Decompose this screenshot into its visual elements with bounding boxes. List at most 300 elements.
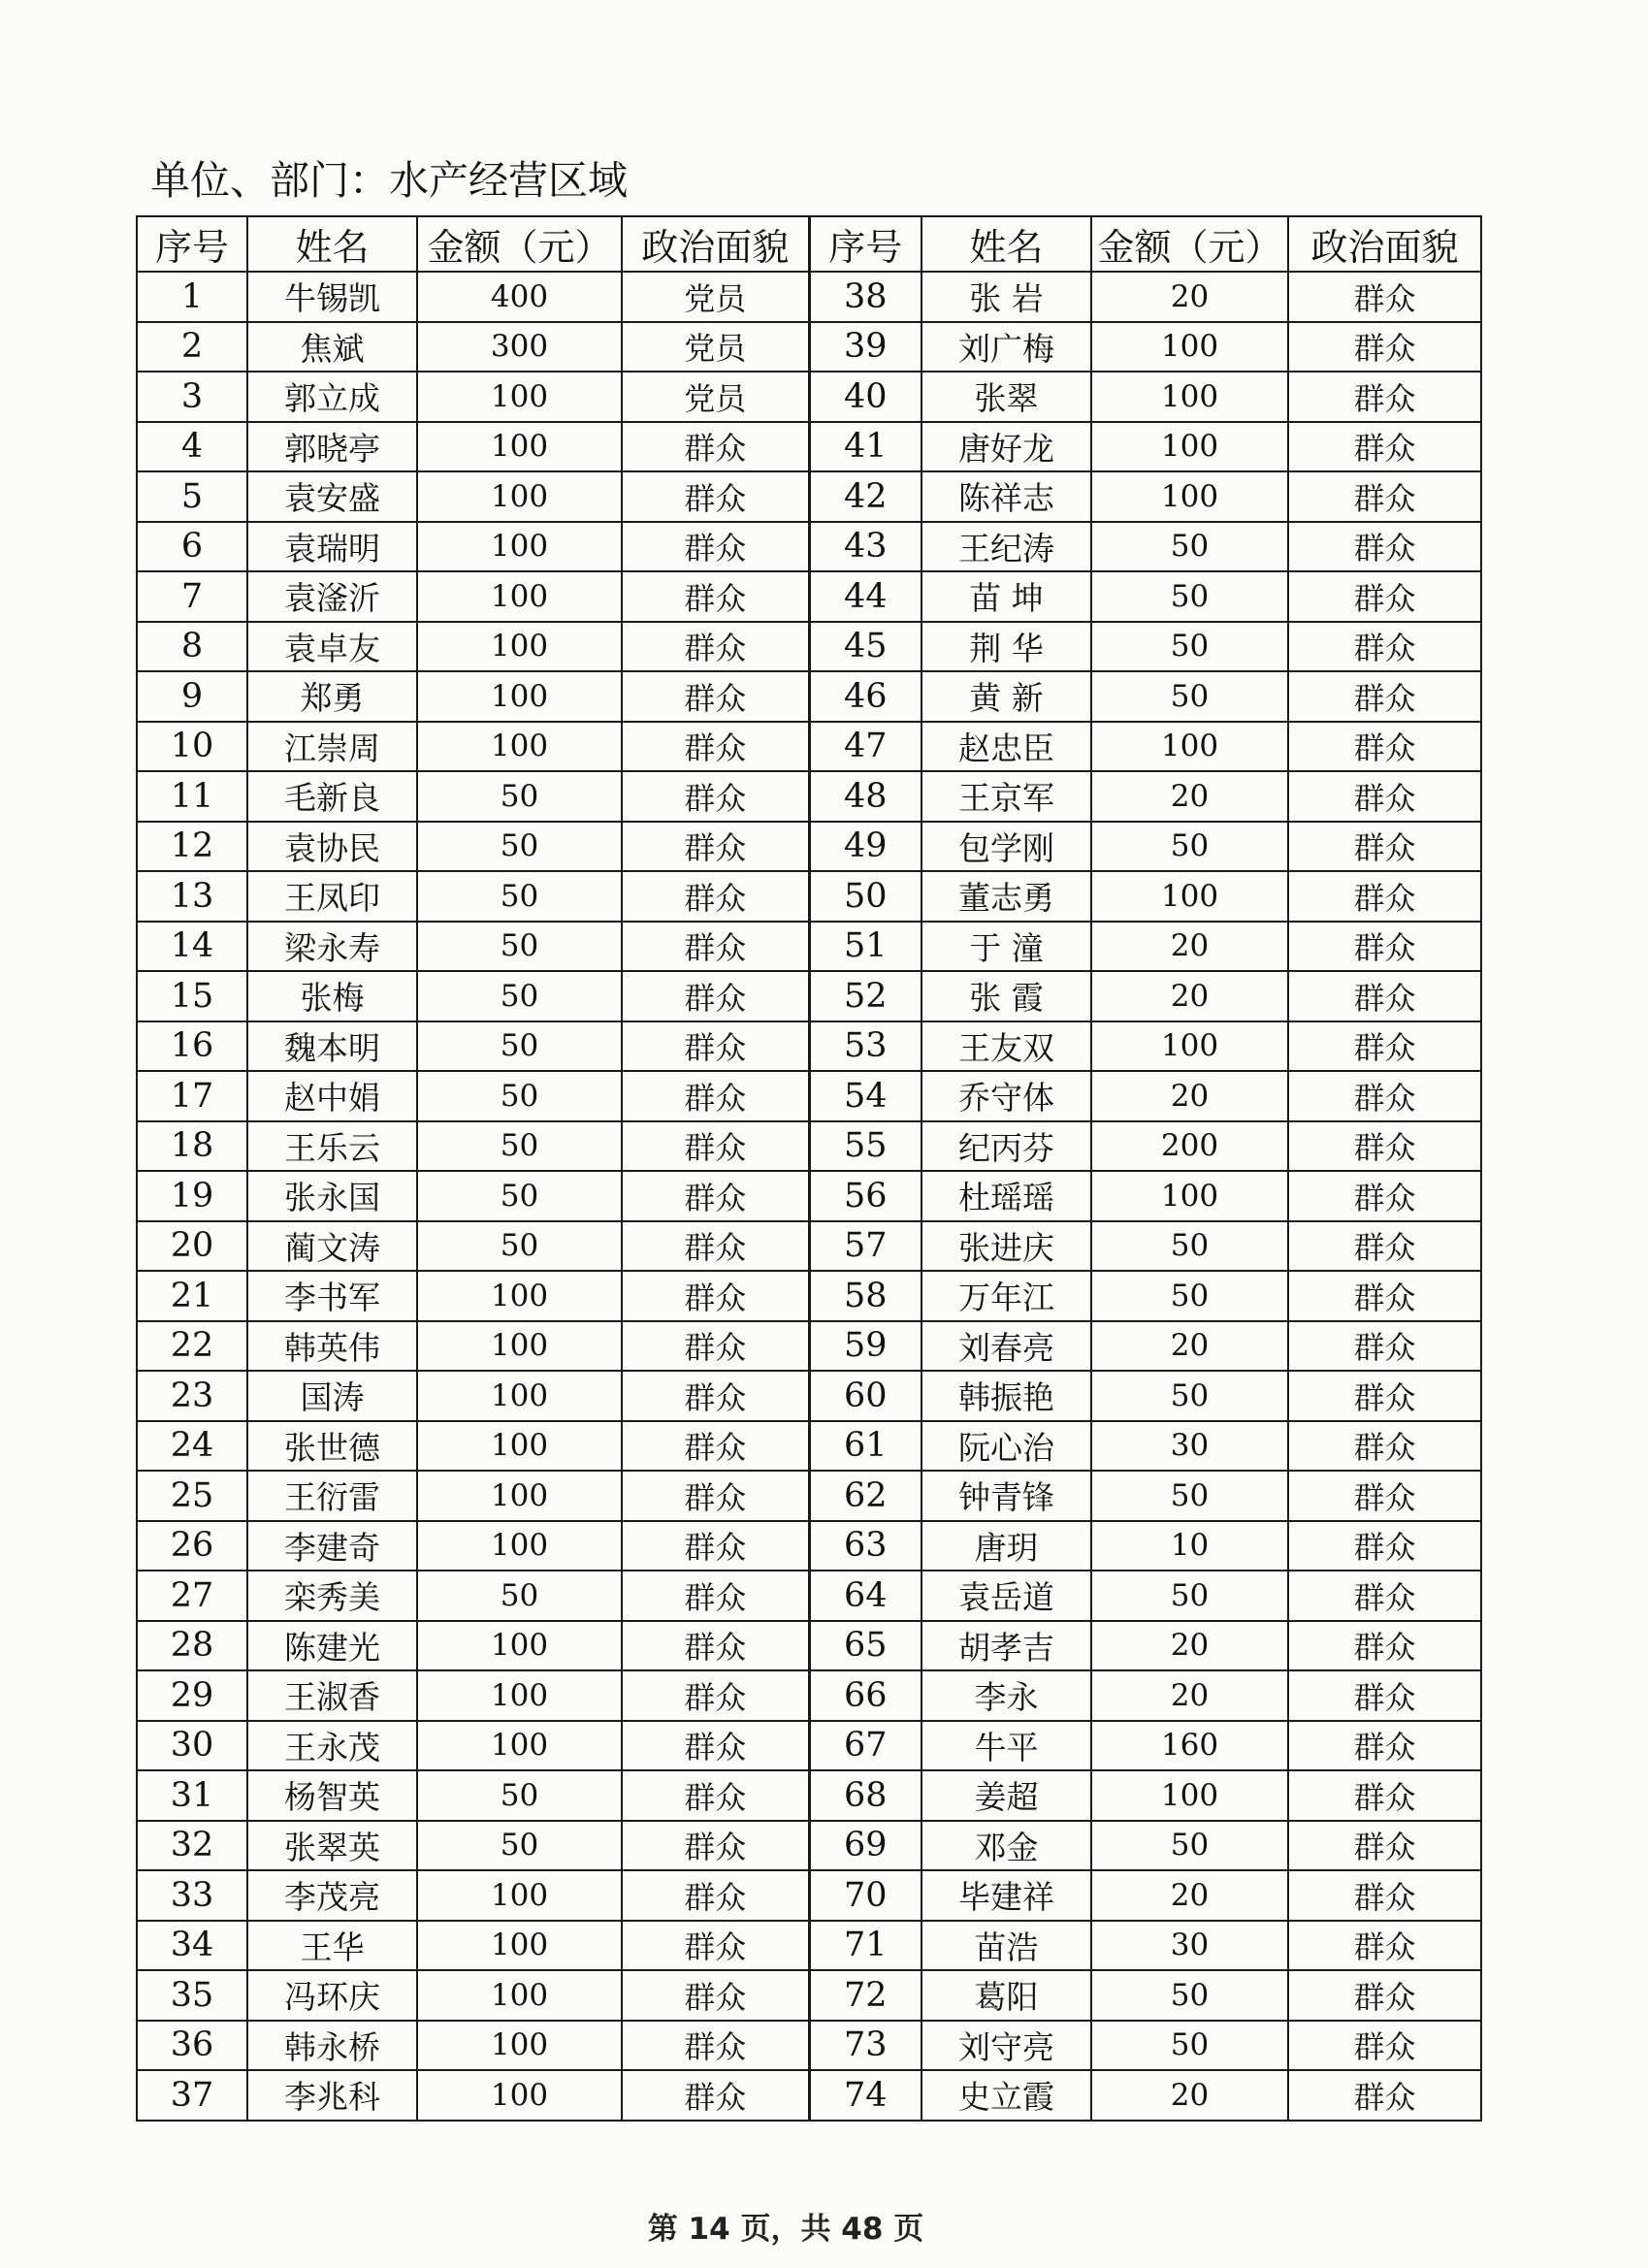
column-header-left-amount: 金额（元）	[417, 216, 622, 272]
cell-right-seq: 45	[809, 622, 922, 672]
cell-right-name: 刘广梅	[922, 322, 1091, 373]
cell-right-amount: 50	[1091, 671, 1288, 722]
cell-left-seq: 24	[137, 1421, 247, 1472]
cell-right-seq: 62	[809, 1471, 922, 1521]
cell-right-seq: 55	[809, 1121, 922, 1172]
cell-right-seq: 58	[809, 1271, 922, 1321]
cell-left-name: 焦斌	[247, 322, 417, 373]
cell-right-political-status: 群众	[1288, 722, 1481, 772]
cell-left-political-status: 群众	[622, 422, 809, 472]
cell-left-seq: 10	[137, 722, 247, 772]
cell-left-amount: 50	[417, 1821, 622, 1871]
cell-left-name: 袁安盛	[247, 471, 417, 522]
cell-left-amount: 100	[417, 1421, 622, 1472]
cell-right-seq: 61	[809, 1421, 922, 1472]
cell-right-amount: 20	[1091, 1870, 1288, 1921]
cell-right-name: 葛阳	[922, 1970, 1091, 2021]
cell-right-seq: 63	[809, 1521, 922, 1571]
cell-right-seq: 72	[809, 1970, 922, 2021]
cell-left-amount: 50	[417, 1221, 622, 1272]
cell-right-seq: 59	[809, 1321, 922, 1372]
cell-right-seq: 38	[809, 272, 922, 322]
cell-right-name: 阮心治	[922, 1421, 1091, 1472]
cell-left-name: 袁协民	[247, 822, 417, 872]
cell-right-name: 胡孝吉	[922, 1621, 1091, 1671]
cell-right-seq: 44	[809, 571, 922, 622]
cell-left-amount: 100	[417, 372, 622, 422]
cell-right-political-status: 群众	[1288, 1571, 1481, 1621]
cell-left-political-status: 群众	[622, 971, 809, 1021]
cell-left-name: 冯环庆	[247, 1970, 417, 2021]
cell-right-political-status: 群众	[1288, 1421, 1481, 1472]
cell-right-seq: 46	[809, 671, 922, 722]
cell-left-amount: 50	[417, 1071, 622, 1121]
cell-right-amount: 100	[1091, 422, 1288, 472]
cell-left-amount: 100	[417, 1321, 622, 1372]
cell-left-political-status: 群众	[622, 1521, 809, 1571]
cell-left-seq: 35	[137, 1970, 247, 2021]
table-row	[137, 1921, 1481, 1971]
cell-right-name: 袁岳道	[922, 1571, 1091, 1621]
cell-right-political-status: 群众	[1288, 871, 1481, 922]
cell-left-political-status: 群众	[622, 1821, 809, 1871]
cell-right-political-status: 群众	[1288, 1670, 1481, 1721]
cell-right-political-status: 群众	[1288, 1721, 1481, 1771]
table-row	[137, 571, 1481, 622]
cell-left-seq: 30	[137, 1721, 247, 1771]
cell-left-amount: 50	[417, 971, 622, 1021]
cell-left-political-status: 群众	[622, 1921, 809, 1971]
cell-left-name: 李茂亮	[247, 1870, 417, 1921]
cell-right-amount: 20	[1091, 1621, 1288, 1671]
cell-left-amount: 100	[417, 2021, 622, 2071]
cell-right-political-status: 群众	[1288, 622, 1481, 672]
cell-right-name: 杜瑶瑶	[922, 1171, 1091, 1221]
table-row	[137, 1821, 1481, 1871]
cell-right-amount: 10	[1091, 1521, 1288, 1571]
cell-left-amount: 100	[417, 1870, 622, 1921]
cell-right-seq: 64	[809, 1571, 922, 1621]
cell-left-amount: 400	[417, 272, 622, 322]
donation-roster-table	[136, 215, 1482, 2122]
table-row	[137, 1521, 1481, 1571]
cell-left-amount: 100	[417, 422, 622, 472]
cell-right-amount: 100	[1091, 322, 1288, 373]
cell-left-name: 魏本明	[247, 1021, 417, 1072]
table-header	[137, 216, 1481, 272]
cell-left-seq: 4	[137, 422, 247, 472]
cell-right-amount: 30	[1091, 1421, 1288, 1472]
table-row	[137, 771, 1481, 822]
cell-left-amount: 50	[417, 871, 622, 922]
cell-right-political-status: 群众	[1288, 1621, 1481, 1671]
cell-right-name: 纪丙芬	[922, 1121, 1091, 1172]
cell-left-seq: 31	[137, 1770, 247, 1821]
cell-left-political-status: 群众	[622, 2021, 809, 2071]
cell-left-political-status: 党员	[622, 272, 809, 322]
table-row	[137, 2021, 1481, 2071]
table-row	[137, 1970, 1481, 2021]
cell-left-political-status: 群众	[622, 1721, 809, 1771]
cell-right-amount: 50	[1091, 1970, 1288, 2021]
cell-left-name: 李书军	[247, 1271, 417, 1321]
table-row	[137, 871, 1481, 922]
cell-left-name: 郭立成	[247, 372, 417, 422]
cell-left-seq: 20	[137, 1221, 247, 1272]
unit-department-header: 单位、部门：水产经营区域	[150, 157, 628, 204]
cell-left-name: 张世德	[247, 1421, 417, 1472]
cell-left-seq: 6	[137, 522, 247, 572]
cell-left-seq: 1	[137, 272, 247, 322]
cell-right-name: 史立霞	[922, 2070, 1091, 2121]
cell-right-amount: 30	[1091, 1921, 1288, 1971]
cell-left-seq: 12	[137, 822, 247, 872]
cell-right-political-status: 群众	[1288, 1471, 1481, 1521]
table-row	[137, 1721, 1481, 1771]
table-row	[137, 1321, 1481, 1372]
cell-left-amount: 100	[417, 1721, 622, 1771]
cell-right-seq: 67	[809, 1721, 922, 1771]
cell-left-name: 杨智英	[247, 1770, 417, 1821]
cell-left-amount: 100	[417, 1970, 622, 2021]
cell-left-name: 王乐云	[247, 1121, 417, 1172]
cell-right-name: 刘春亮	[922, 1321, 1091, 1372]
cell-left-amount: 100	[417, 1521, 622, 1571]
cell-left-seq: 14	[137, 922, 247, 972]
cell-left-political-status: 群众	[622, 2070, 809, 2121]
cell-right-seq: 43	[809, 522, 922, 572]
cell-right-seq: 56	[809, 1171, 922, 1221]
cell-right-seq: 68	[809, 1770, 922, 1821]
cell-left-amount: 50	[417, 1121, 622, 1172]
cell-right-political-status: 群众	[1288, 422, 1481, 472]
cell-left-name: 蔺文涛	[247, 1221, 417, 1272]
cell-right-political-status: 群众	[1288, 1770, 1481, 1821]
cell-left-seq: 29	[137, 1670, 247, 1721]
table-row	[137, 1371, 1481, 1421]
cell-left-amount: 50	[417, 1021, 622, 1072]
column-header-right-political-status: 政治面貌	[1288, 216, 1481, 272]
cell-right-amount: 50	[1091, 1571, 1288, 1621]
cell-left-seq: 9	[137, 671, 247, 722]
cell-right-name: 苗 坤	[922, 571, 1091, 622]
cell-left-name: 国涛	[247, 1371, 417, 1421]
cell-left-political-status: 群众	[622, 871, 809, 922]
cell-right-name: 张 霞	[922, 971, 1091, 1021]
cell-left-political-status: 群众	[622, 1321, 809, 1372]
cell-right-political-status: 群众	[1288, 822, 1481, 872]
table-row	[137, 522, 1481, 572]
cell-right-amount: 20	[1091, 272, 1288, 322]
cell-left-political-status: 群众	[622, 771, 809, 822]
cell-left-amount: 100	[417, 1921, 622, 1971]
cell-left-amount: 100	[417, 1271, 622, 1321]
cell-left-name: 张梅	[247, 971, 417, 1021]
cell-left-political-status: 群众	[622, 1421, 809, 1472]
cell-left-amount: 50	[417, 1770, 622, 1821]
cell-right-political-status: 群众	[1288, 1321, 1481, 1372]
cell-right-seq: 39	[809, 322, 922, 373]
table-row	[137, 722, 1481, 772]
cell-right-name: 张翠	[922, 372, 1091, 422]
cell-left-political-status: 群众	[622, 922, 809, 972]
table-row	[137, 822, 1481, 872]
cell-left-political-status: 群众	[622, 622, 809, 672]
cell-right-name: 赵忠臣	[922, 722, 1091, 772]
cell-right-political-status: 群众	[1288, 671, 1481, 722]
table-row	[137, 471, 1481, 522]
cell-left-political-status: 群众	[622, 822, 809, 872]
column-header-right-amount: 金额（元）	[1091, 216, 1288, 272]
cell-left-political-status: 群众	[622, 1021, 809, 1072]
cell-left-name: 张永国	[247, 1171, 417, 1221]
cell-right-name: 唐玥	[922, 1521, 1091, 1571]
cell-left-amount: 100	[417, 622, 622, 672]
cell-left-name: 栾秀美	[247, 1571, 417, 1621]
cell-right-seq: 51	[809, 922, 922, 972]
cell-left-political-status: 群众	[622, 722, 809, 772]
cell-right-amount: 50	[1091, 522, 1288, 572]
table-row	[137, 1171, 1481, 1221]
cell-right-amount: 50	[1091, 1271, 1288, 1321]
cell-left-name: 王永茂	[247, 1721, 417, 1771]
cell-right-seq: 71	[809, 1921, 922, 1971]
column-header-left-political-status: 政治面貌	[622, 216, 809, 272]
cell-right-name: 包学刚	[922, 822, 1091, 872]
cell-right-political-status: 群众	[1288, 1221, 1481, 1272]
cell-right-name: 姜超	[922, 1770, 1091, 1821]
page-number: 第 14 页，共 48 页	[647, 2212, 924, 2247]
cell-right-political-status: 群众	[1288, 1921, 1481, 1971]
cell-left-political-status: 群众	[622, 1571, 809, 1621]
cell-left-name: 梁永寿	[247, 922, 417, 972]
table-row	[137, 322, 1481, 373]
cell-right-name: 万年江	[922, 1271, 1091, 1321]
cell-left-name: 袁瑞明	[247, 522, 417, 572]
cell-right-political-status: 群众	[1288, 1171, 1481, 1221]
table-row	[137, 1121, 1481, 1172]
cell-right-seq: 49	[809, 822, 922, 872]
table-row	[137, 1271, 1481, 1321]
cell-left-name: 郭晓亭	[247, 422, 417, 472]
cell-right-amount: 100	[1091, 372, 1288, 422]
cell-right-name: 于 潼	[922, 922, 1091, 972]
table-row	[137, 671, 1481, 722]
cell-left-amount: 100	[417, 522, 622, 572]
cell-right-political-status: 群众	[1288, 471, 1481, 522]
cell-left-seq: 2	[137, 322, 247, 373]
cell-left-seq: 16	[137, 1021, 247, 1072]
cell-left-seq: 7	[137, 571, 247, 622]
table-row	[137, 2070, 1481, 2121]
cell-left-political-status: 群众	[622, 1121, 809, 1172]
cell-left-political-status: 群众	[622, 671, 809, 722]
cell-right-seq: 42	[809, 471, 922, 522]
cell-right-name: 邓金	[922, 1821, 1091, 1871]
cell-left-seq: 26	[137, 1521, 247, 1571]
cell-left-political-status: 群众	[622, 1071, 809, 1121]
table-row	[137, 622, 1481, 672]
cell-left-name: 毛新良	[247, 771, 417, 822]
cell-left-seq: 25	[137, 1471, 247, 1521]
cell-right-amount: 100	[1091, 1021, 1288, 1072]
cell-right-political-status: 群众	[1288, 522, 1481, 572]
cell-right-amount: 50	[1091, 1371, 1288, 1421]
cell-left-amount: 50	[417, 822, 622, 872]
cell-right-amount: 50	[1091, 1221, 1288, 1272]
cell-right-political-status: 群众	[1288, 1371, 1481, 1421]
cell-left-name: 陈建光	[247, 1621, 417, 1671]
table-row	[137, 372, 1481, 422]
cell-right-name: 唐好龙	[922, 422, 1091, 472]
cell-left-seq: 18	[137, 1121, 247, 1172]
cell-right-seq: 57	[809, 1221, 922, 1272]
cell-right-name: 黄 新	[922, 671, 1091, 722]
cell-right-political-status: 群众	[1288, 322, 1481, 373]
cell-right-amount: 100	[1091, 471, 1288, 522]
cell-right-amount: 20	[1091, 922, 1288, 972]
cell-right-political-status: 群众	[1288, 1071, 1481, 1121]
cell-right-seq: 54	[809, 1071, 922, 1121]
column-header-right-seq: 序号	[809, 216, 922, 272]
cell-left-amount: 50	[417, 922, 622, 972]
table-row	[137, 1571, 1481, 1621]
cell-left-political-status: 群众	[622, 1471, 809, 1521]
cell-left-seq: 5	[137, 471, 247, 522]
cell-left-seq: 19	[137, 1171, 247, 1221]
table-row	[137, 971, 1481, 1021]
cell-right-name: 董志勇	[922, 871, 1091, 922]
cell-right-amount: 50	[1091, 622, 1288, 672]
cell-left-seq: 32	[137, 1821, 247, 1871]
cell-left-seq: 23	[137, 1371, 247, 1421]
cell-right-amount: 50	[1091, 1471, 1288, 1521]
cell-left-amount: 50	[417, 1571, 622, 1621]
cell-right-seq: 69	[809, 1821, 922, 1871]
cell-left-seq: 22	[137, 1321, 247, 1372]
cell-right-seq: 50	[809, 871, 922, 922]
cell-right-seq: 66	[809, 1670, 922, 1721]
cell-right-political-status: 群众	[1288, 571, 1481, 622]
cell-left-amount: 100	[417, 1621, 622, 1671]
cell-left-amount: 100	[417, 471, 622, 522]
cell-left-name: 李建奇	[247, 1521, 417, 1571]
cell-left-name: 李兆科	[247, 2070, 417, 2121]
cell-left-political-status: 群众	[622, 1171, 809, 1221]
cell-right-amount: 20	[1091, 771, 1288, 822]
cell-right-amount: 200	[1091, 1121, 1288, 1172]
cell-left-seq: 27	[137, 1571, 247, 1621]
column-header-right-name: 姓名	[922, 216, 1091, 272]
cell-left-political-status: 群众	[622, 471, 809, 522]
cell-right-name: 王纪涛	[922, 522, 1091, 572]
cell-left-amount: 100	[417, 722, 622, 772]
cell-left-political-status: 群众	[622, 1670, 809, 1721]
cell-left-amount: 100	[417, 1471, 622, 1521]
cell-right-amount: 100	[1091, 722, 1288, 772]
cell-left-name: 袁滏沂	[247, 571, 417, 622]
cell-left-amount: 100	[417, 571, 622, 622]
cell-left-amount: 300	[417, 322, 622, 373]
cell-left-political-status: 群众	[622, 1221, 809, 1272]
cell-right-name: 钟青锋	[922, 1471, 1091, 1521]
cell-left-amount: 100	[417, 1670, 622, 1721]
table-row	[137, 1071, 1481, 1121]
cell-right-political-status: 群众	[1288, 971, 1481, 1021]
cell-right-name: 王友双	[922, 1021, 1091, 1072]
cell-left-name: 牛锡凯	[247, 272, 417, 322]
cell-left-name: 韩英伟	[247, 1321, 417, 1372]
cell-left-name: 江崇周	[247, 722, 417, 772]
cell-right-political-status: 群众	[1288, 1021, 1481, 1072]
cell-right-name: 刘守亮	[922, 2021, 1091, 2071]
cell-left-seq: 13	[137, 871, 247, 922]
cell-right-political-status: 群众	[1288, 1521, 1481, 1571]
cell-left-seq: 3	[137, 372, 247, 422]
cell-left-seq: 33	[137, 1870, 247, 1921]
cell-right-seq: 70	[809, 1870, 922, 1921]
cell-right-amount: 50	[1091, 1821, 1288, 1871]
table-row	[137, 1221, 1481, 1272]
cell-right-political-status: 群众	[1288, 771, 1481, 822]
table-row	[137, 1621, 1481, 1671]
cell-right-political-status: 群众	[1288, 1821, 1481, 1871]
cell-left-political-status: 党员	[622, 322, 809, 373]
cell-right-political-status: 群众	[1288, 1121, 1481, 1172]
cell-left-amount: 100	[417, 2070, 622, 2121]
cell-right-amount: 50	[1091, 2021, 1288, 2071]
cell-left-seq: 17	[137, 1071, 247, 1121]
cell-left-amount: 50	[417, 771, 622, 822]
table-row	[137, 1471, 1481, 1521]
cell-right-seq: 53	[809, 1021, 922, 1072]
table-row	[137, 1670, 1481, 1721]
cell-left-name: 王衍雷	[247, 1471, 417, 1521]
cell-right-name: 苗浩	[922, 1921, 1091, 1971]
cell-left-political-status: 群众	[622, 1770, 809, 1821]
cell-right-seq: 48	[809, 771, 922, 822]
cell-right-name: 乔守体	[922, 1071, 1091, 1121]
column-header-left-name: 姓名	[247, 216, 417, 272]
cell-right-political-status: 群众	[1288, 372, 1481, 422]
table-row	[137, 272, 1481, 322]
cell-right-seq: 52	[809, 971, 922, 1021]
cell-right-amount: 20	[1091, 1670, 1288, 1721]
table-row	[137, 1770, 1481, 1821]
cell-left-name: 赵中娟	[247, 1071, 417, 1121]
cell-right-political-status: 群众	[1288, 2021, 1481, 2071]
cell-left-seq: 36	[137, 2021, 247, 2071]
table-row	[137, 1870, 1481, 1921]
cell-right-political-status: 群众	[1288, 272, 1481, 322]
cell-left-political-status: 群众	[622, 1870, 809, 1921]
cell-left-seq: 8	[137, 622, 247, 672]
column-header-left-seq: 序号	[137, 216, 247, 272]
cell-right-political-status: 群众	[1288, 1870, 1481, 1921]
cell-right-seq: 74	[809, 2070, 922, 2121]
cell-right-amount: 50	[1091, 571, 1288, 622]
cell-left-amount: 100	[417, 671, 622, 722]
cell-left-seq: 34	[137, 1921, 247, 1971]
cell-right-amount: 20	[1091, 1071, 1288, 1121]
cell-right-seq: 40	[809, 372, 922, 422]
cell-right-seq: 73	[809, 2021, 922, 2071]
cell-left-seq: 37	[137, 2070, 247, 2121]
cell-right-seq: 60	[809, 1371, 922, 1421]
table-row	[137, 922, 1481, 972]
cell-right-name: 李永	[922, 1670, 1091, 1721]
cell-right-political-status: 群众	[1288, 922, 1481, 972]
